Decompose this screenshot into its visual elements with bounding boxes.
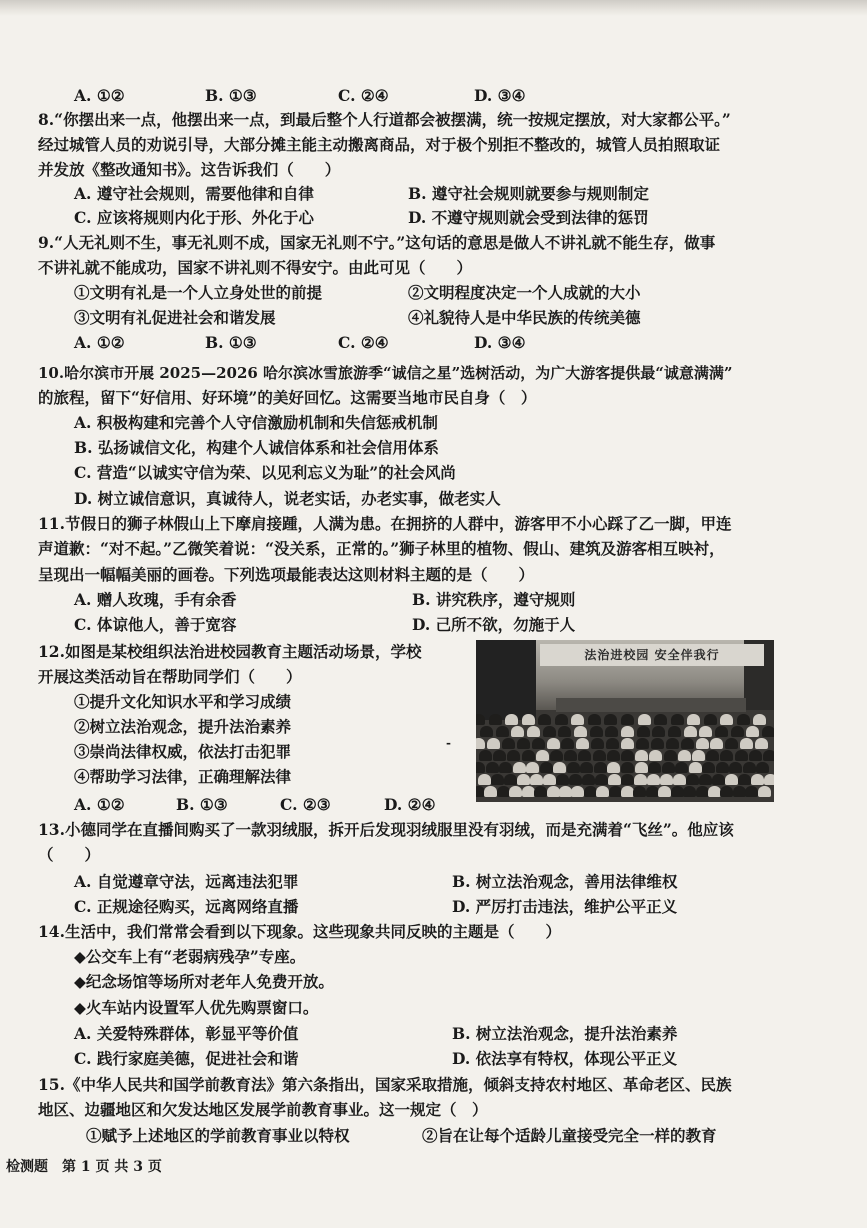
q12-statement-4: ④帮助学习法律，正确理解法律 [74, 767, 292, 786]
q9-option-b: B. ①③ [205, 333, 257, 352]
audience-seat [621, 786, 634, 797]
q9-statement-3: ③文明有礼促进社会和谐发展 [74, 308, 276, 327]
audience-seat [593, 750, 606, 761]
audience-seat [605, 726, 618, 737]
audience-seat [662, 762, 675, 773]
q15-stem-line-1: 15.《中华人民共和国学前教育法》第六条指出，国家采取措施，倾斜支持农村地区、革命老区、民族 [38, 1075, 732, 1094]
audience-seat [555, 714, 568, 725]
q7-option-b: B. ①③ [205, 86, 257, 105]
audience-seat [692, 750, 705, 761]
audience-seat [621, 762, 634, 773]
audience-seat [538, 714, 551, 725]
auditorium-pillar-left [476, 640, 536, 720]
rostrum-table [556, 698, 746, 712]
audience-seat [712, 774, 725, 785]
q8-option-d: D. 不遵守规则就会受到法律的惩罚 [408, 208, 649, 227]
audience-seat [594, 762, 607, 773]
q7-option-c: C. ②④ [338, 86, 389, 105]
audience-seat [720, 786, 733, 797]
q11-option-b: B. 讲究秩序，遵守规则 [412, 590, 576, 609]
audience-seat [725, 774, 738, 785]
audience-seat [591, 738, 604, 749]
q13-option-b: B. 树立法治观念，善用法律维权 [452, 872, 678, 891]
audience-seat [681, 738, 694, 749]
q14-phenomenon-1: ◆公交车上有“老弱病残孕”专座。 [74, 947, 306, 966]
audience-seat [476, 762, 485, 773]
audience-seat [487, 738, 500, 749]
q12-stem-line-2: 开展这类活动旨在帮助同学们（ ） [38, 667, 302, 686]
q13-option-d: D. 严厉打击违法，维护公平正义 [452, 897, 678, 916]
q10-option-d: D. 树立诚信意识，真诚待人，说老实话，办老实事，做老实人 [74, 489, 501, 508]
q12-option-a: A. ①② [74, 795, 125, 814]
audience-seat [745, 786, 758, 797]
audience-seat [607, 762, 620, 773]
audience-seat [576, 738, 589, 749]
audience-seat [543, 774, 556, 785]
audience-seat [673, 774, 686, 785]
audience-seat [671, 786, 684, 797]
q8-stem-line-2: 经过城管人员的劝说引导，大部分摊主能主动搬离商品，对于极个别拒不整改的，城管人员拍照取证 [38, 135, 721, 154]
q9-stem-line-1: 9.“人无礼则不生，事无礼则不成，国家无礼则不宁。”这句话的意思是做人不讲礼就不能生存，做事 [38, 233, 716, 252]
audience-seat [706, 750, 719, 761]
audience-seat [517, 738, 530, 749]
audience-seat [478, 774, 491, 785]
audience-seat [582, 774, 595, 785]
audience-seat [553, 762, 566, 773]
q14-phenomenon-3: ◆火车站内设置军人优先购票窗口。 [74, 998, 319, 1017]
audience-seat [755, 738, 768, 749]
audience-seat [513, 762, 526, 773]
audience-seat [664, 750, 677, 761]
audience-seat [633, 786, 646, 797]
audience-seat [756, 762, 769, 773]
audience-seat [634, 774, 647, 785]
audience-seat [522, 750, 535, 761]
q9-statement-4: ④礼貌待人是中华民族的传统美德 [408, 308, 641, 327]
audience-seat [678, 750, 691, 761]
audience-seat [527, 726, 540, 737]
audience-seat [735, 750, 748, 761]
audience-seat [476, 738, 485, 749]
audience-seat [621, 726, 634, 737]
q12-stem-line-1: 12.如图是某校组织法治进校园教育主题活动场景，学校 [38, 642, 422, 661]
q11-stem-line-2: 声道歉：“对不起。”乙微笑着说：“没关系，正常的。”狮子林里的植物、假山、建筑及游客相互映衬， [38, 539, 725, 558]
audience-seat [684, 726, 697, 737]
audience-seat [484, 786, 497, 797]
audience-seat [530, 774, 543, 785]
audience-seat [731, 726, 744, 737]
audience-seat [522, 786, 535, 797]
audience-seat [595, 774, 608, 785]
scan-dash-mark: - [446, 736, 451, 750]
audience-seat [584, 786, 597, 797]
audience-seat [651, 738, 664, 749]
audience-seat [699, 774, 712, 785]
audience-seat [635, 750, 648, 761]
audience-seat [751, 774, 764, 785]
audience-seat [609, 786, 622, 797]
audience-seat [556, 774, 569, 785]
q9-statement-1: ①文明有礼是一个人立身处世的前提 [74, 283, 323, 302]
audience-seat [559, 786, 572, 797]
audience-seat [621, 774, 634, 785]
audience-seat [547, 738, 560, 749]
audience-seat [666, 738, 679, 749]
audience-seat [725, 738, 738, 749]
q8-option-a: A. 遵守社会规则，需要他律和自律 [74, 184, 314, 203]
q10-option-b: B. 弘扬诚信文化，构建个人诚信体系和社会信用体系 [74, 438, 439, 457]
audience-seat [668, 726, 681, 737]
audience-seat [550, 750, 563, 761]
audience-seat [604, 714, 617, 725]
audience-seat [696, 738, 709, 749]
audience-seat [733, 786, 746, 797]
q11-option-c: C. 体谅他人，善于宽容 [74, 615, 237, 634]
q15-statement-1: ①赋予上述地区的学前教育事业以特权 [86, 1126, 350, 1145]
audience-seat [504, 774, 517, 785]
q14-stem-line-1: 14.生活中，我们常常会看到以下现象。这些现象共同反映的主题是（ ） [38, 922, 561, 941]
audience-seat [763, 750, 774, 761]
audience-seat [621, 714, 634, 725]
audience-seat [496, 726, 509, 737]
audience-seat [540, 762, 553, 773]
audience-seat [621, 750, 634, 761]
audience-seat [547, 786, 560, 797]
audience-seat [564, 750, 577, 761]
audience-seat [702, 762, 715, 773]
audience-seat [683, 786, 696, 797]
audience-seat [660, 774, 673, 785]
audience-seat [569, 774, 582, 785]
audience-seat [648, 762, 661, 773]
audience-seat [497, 786, 510, 797]
audience-seat [621, 738, 634, 749]
audience-seat [749, 750, 762, 761]
audience-seat [635, 762, 648, 773]
scan-top-edge [0, 0, 867, 16]
audience-seat [743, 762, 756, 773]
audience-seat [753, 714, 766, 725]
audience-seat [720, 750, 733, 761]
audience-seat [491, 774, 504, 785]
q12-option-c: C. ②③ [280, 795, 331, 814]
audience-seat [696, 786, 709, 797]
q13-option-a: A. 自觉遵章守法，远离违法犯罪 [74, 872, 299, 891]
q12-statement-3: ③崇尚法律权威，依法打击犯罪 [74, 742, 292, 761]
audience-seat [708, 786, 721, 797]
q11-option-a: A. 赠人玫瑰，手有余香 [74, 590, 237, 609]
q9-option-d: D. ③④ [474, 333, 526, 352]
audience-seat [499, 762, 512, 773]
audience-seat [716, 762, 729, 773]
q8-stem-line-3: 并发放《整改通知书》。这告诉我们（ ） [38, 160, 341, 179]
audience-seat [740, 738, 753, 749]
q11-option-d: D. 己所不欲，勿施于人 [412, 615, 576, 634]
q10-stem-line-2: 的旅程，留下“好信用、好环境”的美好回忆。这需要当地市民自身（ ） [38, 388, 537, 407]
q14-option-c: C. 践行家庭美德，促进社会和谐 [74, 1049, 299, 1068]
audience-seat [574, 726, 587, 737]
audience-seat [710, 738, 723, 749]
audience-seat [636, 738, 649, 749]
q15-stem-line-2: 地区、边疆地区和欠发达地区发展学前教育事业。这一规定（ ） [38, 1100, 488, 1119]
q13-option-c: C. 正规途径购买，远离网络直播 [74, 897, 299, 916]
audience-seat [567, 762, 580, 773]
audience-seat [588, 714, 601, 725]
q14-option-b: B. 树立法治观念，提升法治素养 [452, 1024, 678, 1043]
q12-option-b: B. ①③ [176, 795, 228, 814]
audience-seat [686, 774, 699, 785]
q10-option-c: C. 营造“以诚实守信为荣、以见利忘义为耻”的社会风尚 [74, 463, 456, 482]
audience-seat [746, 726, 759, 737]
audience-seat [606, 738, 619, 749]
audience-seat [647, 774, 660, 785]
audience-seat [509, 786, 522, 797]
audience-seat [687, 714, 700, 725]
q9-stem-line-2: 不讲礼就不能成功，国家不讲礼则不得安宁。由此可见（ ） [38, 258, 473, 277]
q7-option-a: A. ①② [74, 86, 125, 105]
q11-stem-line-3: 呈现出一幅幅美丽的画卷。下列选项最能表达这则材料主题的是（ ） [38, 565, 535, 584]
audience-seat [532, 738, 545, 749]
audience-seat [536, 750, 549, 761]
q10-option-a: A. 积极构建和完善个人守信激励机制和失信惩戒机制 [74, 413, 438, 432]
q14-phenomenon-2: ◆纪念场馆等场所对老年人免费开放。 [74, 972, 334, 991]
audience-seat [571, 786, 584, 797]
page-footer: 检测题 第 1 页 共 3 页 [6, 1159, 162, 1175]
audience-seat [729, 762, 742, 773]
audience-seat [489, 714, 502, 725]
audience-seat [558, 726, 571, 737]
q14-option-d: D. 依法享有特权，体现公平正义 [452, 1049, 678, 1068]
audience-seat [480, 726, 493, 737]
q10-stem-line-1: 10.哈尔滨市开展 2025—2026 哈尔滨冰雪旅游季“诚信之星”选树活动，为广大游客提供最“诚意满满” [38, 364, 733, 382]
audience-seat [689, 762, 702, 773]
audience-seat [646, 786, 659, 797]
audience-seat [758, 786, 771, 797]
audience-seat [486, 762, 499, 773]
law-campus-event-photo [476, 640, 774, 802]
q13-stem-line-1: 13.小德同学在直播间购买了一款羽绒服，拆开后发现羽绒服里没有羽绒，而是充满着“飞丝”。他应该 [38, 820, 734, 839]
audience-seat [649, 750, 662, 761]
q11-stem-line-1: 11.节假日的狮子林假山上下摩肩接踵，人满为患。在拥挤的人群中，游客甲不小心踩了乙一脚，甲连 [38, 514, 732, 533]
audience-seat [590, 726, 603, 737]
audience-seat [638, 714, 651, 725]
audience-seat [764, 774, 774, 785]
audience-seat [580, 762, 593, 773]
q8-option-b: B. 遵守社会规则就要参与规则制定 [408, 184, 649, 203]
q15-statement-2: ②旨在让每个适龄儿童接受完全一样的教育 [422, 1126, 717, 1145]
q9-option-a: A. ①② [74, 333, 125, 352]
audience-seat [476, 714, 485, 725]
q12-statement-1: ①提升文化知识水平和学习成绩 [74, 692, 292, 711]
audience-seat [607, 750, 620, 761]
audience-seat [543, 726, 556, 737]
q12-statement-2: ②树立法治观念，提升法治素养 [74, 717, 292, 736]
audience-seat [511, 726, 524, 737]
q8-stem-line-1: 8.“你摆出来一点，他摆出来一点，到最后整个人行道都会被摆满，统一按规定摆放，对大家都公平。” [38, 110, 731, 129]
audience-seat [571, 714, 584, 725]
event-banner: 法治进校园 安全伴我行 [540, 644, 764, 666]
audience-seat [654, 714, 667, 725]
audience-seat [699, 726, 712, 737]
audience-seat [720, 714, 733, 725]
q9-statement-2: ②文明程度决定一个人成就的大小 [408, 283, 641, 302]
audience-seat [507, 750, 520, 761]
audience-seat [596, 786, 609, 797]
audience-seat [493, 750, 506, 761]
audience-seat [637, 726, 650, 737]
audience-seat [578, 750, 591, 761]
audience-seat [737, 714, 750, 725]
audience-seat [715, 726, 728, 737]
audience-seat [561, 738, 574, 749]
audience-seat [608, 774, 621, 785]
audience-seat [652, 726, 665, 737]
q14-option-a: A. 关爱特殊群体，彰显平等价值 [74, 1024, 299, 1043]
q7-option-d: D. ③④ [474, 86, 526, 105]
audience-seat [479, 750, 492, 761]
q13-stem-line-2: （ ） [38, 845, 101, 864]
audience-seat [522, 714, 535, 725]
audience-seats [476, 712, 774, 802]
audience-seat [762, 726, 774, 737]
audience-seat [738, 774, 751, 785]
audience-seat [502, 738, 515, 749]
audience-seat [675, 762, 688, 773]
audience-seat [671, 714, 684, 725]
audience-seat [704, 714, 717, 725]
audience-seat [534, 786, 547, 797]
q8-option-c: C. 应该将规则内化于形、外化于心 [74, 208, 314, 227]
audience-seat [658, 786, 671, 797]
audience-seat [505, 714, 518, 725]
audience-seat [517, 774, 530, 785]
audience-seat [526, 762, 539, 773]
q9-option-c: C. ②④ [338, 333, 389, 352]
q12-option-d: D. ②④ [384, 795, 436, 814]
